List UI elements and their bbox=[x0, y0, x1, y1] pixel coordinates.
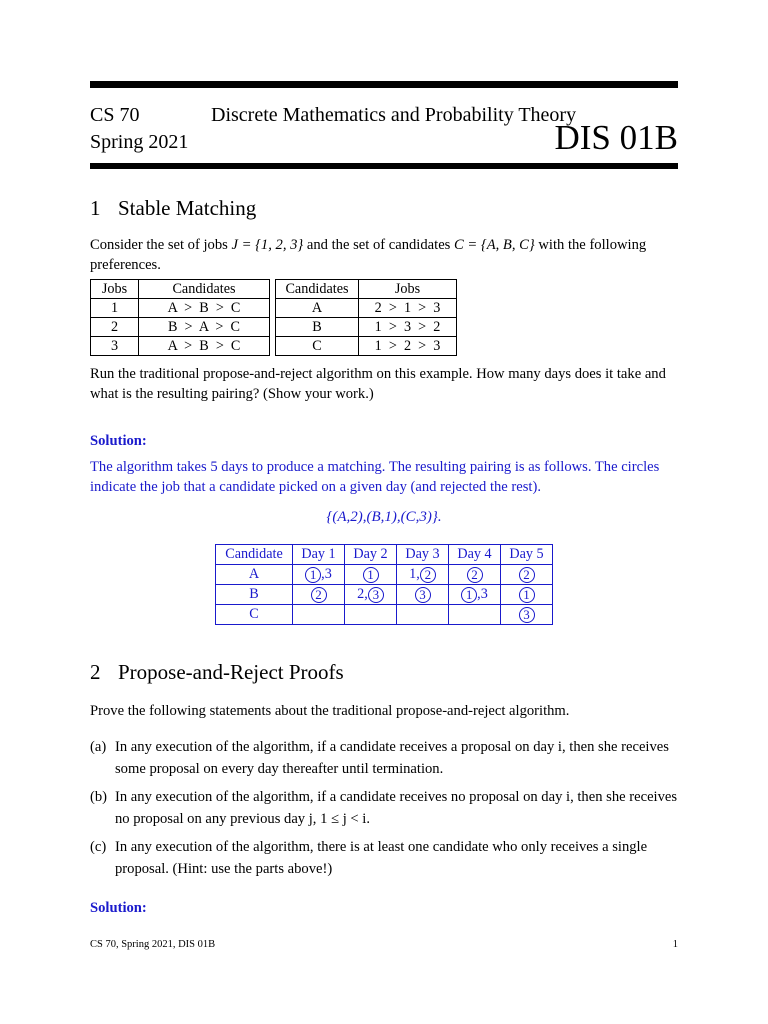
solution-table bbox=[215, 544, 553, 625]
item-text: In any execution of the algorithm, there is at least one candidate who only receives a single bbox=[115, 839, 648, 855]
solution-label: Solution: bbox=[90, 433, 147, 449]
day-cell bbox=[345, 605, 397, 625]
circled-job: 3 bbox=[368, 587, 384, 603]
solution-line: indicate the job that a candidate picked on a given day (and rejected the rest). bbox=[90, 479, 541, 495]
circled-job: 2 bbox=[519, 567, 535, 583]
table-row bbox=[216, 565, 553, 585]
solution-label: Solution: bbox=[90, 900, 147, 916]
day-cell bbox=[501, 605, 553, 625]
question-text: what is the resulting pairing? (Show your work.) bbox=[90, 386, 374, 402]
candidates-preference-table bbox=[275, 279, 457, 356]
day-cell bbox=[397, 605, 449, 625]
course-title: Discrete Mathematics and Probability Theory bbox=[211, 104, 577, 126]
table-header: Day 3 bbox=[397, 545, 449, 565]
day-cell bbox=[345, 585, 397, 605]
rejected-job: ,3 bbox=[477, 586, 488, 602]
table-header: Day 4 bbox=[449, 545, 501, 565]
table-header: Candidates bbox=[139, 280, 270, 299]
table-cell: C bbox=[276, 337, 359, 356]
item-text: In any execution of the algorithm, if a candidate receives no proposal on day i, then she receives bbox=[115, 789, 678, 805]
item-label: (b) bbox=[90, 789, 108, 805]
section-title: Stable Matching bbox=[118, 196, 257, 220]
intro-text: preferences. bbox=[90, 257, 161, 273]
table-header: Day 5 bbox=[501, 545, 553, 565]
page-number: 1 bbox=[672, 939, 678, 950]
intro-text: Consider the set of jobs bbox=[90, 237, 232, 253]
intro-text: with the following bbox=[534, 237, 647, 253]
header-bottom-rule bbox=[90, 163, 678, 169]
table-cell: 1 bbox=[91, 299, 139, 318]
discussion-id: DIS 01B bbox=[554, 118, 678, 157]
table-header: Day 2 bbox=[345, 545, 397, 565]
day-cell bbox=[501, 585, 553, 605]
candidate-name: C bbox=[216, 605, 293, 625]
circled-job: 2 bbox=[420, 567, 436, 583]
circled-job: 3 bbox=[519, 607, 535, 623]
day-cell bbox=[397, 585, 449, 605]
candidate-name: B bbox=[216, 585, 293, 605]
table-row bbox=[216, 585, 553, 605]
table-cell: 2 bbox=[91, 318, 139, 337]
solution-line: The algorithm takes 5 days to produce a matching. The resulting pairing is as follows. The circles bbox=[90, 459, 660, 475]
day-cell bbox=[293, 605, 345, 625]
section-number: 1 bbox=[90, 196, 101, 220]
item-label: (a) bbox=[90, 739, 107, 755]
jobs-set: J = {1, 2, 3} bbox=[231, 237, 304, 253]
jobs-preference-table bbox=[90, 279, 270, 356]
circled-job: 1 bbox=[461, 587, 477, 603]
solution-text bbox=[90, 457, 678, 497]
candidate-name: A bbox=[216, 565, 293, 585]
question-text: Run the traditional propose-and-reject algorithm on this example. How many days does it take and bbox=[90, 366, 666, 382]
course-code: CS 70 bbox=[90, 104, 140, 126]
table-cell: 3 bbox=[91, 337, 139, 356]
table-cell: B bbox=[276, 318, 359, 337]
section-1-heading bbox=[90, 196, 256, 221]
course-term: Spring 2021 bbox=[90, 131, 189, 153]
circled-job: 3 bbox=[415, 587, 431, 603]
circled-job: 1 bbox=[519, 587, 535, 603]
header-top-rule bbox=[90, 81, 678, 88]
table-cell: A bbox=[276, 299, 359, 318]
day-cell bbox=[293, 565, 345, 585]
item-text: proposal. (Hint: use the parts above!) bbox=[115, 861, 333, 877]
section-2-heading bbox=[90, 660, 344, 685]
day-cell bbox=[449, 605, 501, 625]
day-cell bbox=[501, 565, 553, 585]
table-cell: A > B > C bbox=[139, 299, 270, 318]
day-cell bbox=[449, 565, 501, 585]
footer-text: CS 70, Spring 2021, DIS 01B bbox=[90, 939, 216, 950]
circled-job: 1 bbox=[363, 567, 379, 583]
item-label: (c) bbox=[90, 839, 107, 855]
section-number: 2 bbox=[90, 660, 101, 684]
section-1-intro bbox=[90, 235, 678, 275]
item-text: no proposal on any previous day j, 1 ≤ j < i. bbox=[115, 811, 370, 827]
table-cell: 1 > 3 > 2 bbox=[359, 318, 457, 337]
table-header: Jobs bbox=[359, 280, 457, 299]
table-row bbox=[216, 605, 553, 625]
section-2-intro: Prove the following statements about the traditional propose-and-reject algorithm. bbox=[90, 703, 570, 719]
item-text: some proposal on every day thereafter until termination. bbox=[115, 761, 444, 777]
table-cell: 1 > 2 > 3 bbox=[359, 337, 457, 356]
day-cell bbox=[293, 585, 345, 605]
section-title: Propose-and-Reject Proofs bbox=[118, 660, 344, 684]
circled-job: 2 bbox=[311, 587, 327, 603]
day-cell bbox=[449, 585, 501, 605]
circled-job: 2 bbox=[467, 567, 483, 583]
resulting-pairing: {(A,2),(B,1),(C,3)}. bbox=[326, 509, 442, 525]
rejected-job: 2, bbox=[357, 586, 368, 602]
candidates-set: C = {A, B, C} bbox=[454, 237, 535, 253]
section-1-question bbox=[90, 364, 678, 404]
table-cell: 2 > 1 > 3 bbox=[359, 299, 457, 318]
table-cell: A > B > C bbox=[139, 337, 270, 356]
table-header: Day 1 bbox=[293, 545, 345, 565]
table-header: Candidate bbox=[216, 545, 293, 565]
circled-job: 1 bbox=[305, 567, 321, 583]
rejected-job: ,3 bbox=[321, 566, 332, 582]
table-header: Candidates bbox=[276, 280, 359, 299]
intro-text: and the set of candidates bbox=[303, 237, 454, 253]
table-header: Jobs bbox=[91, 280, 139, 299]
rejected-job: 1, bbox=[409, 566, 420, 582]
table-cell: B > A > C bbox=[139, 318, 270, 337]
item-text: In any execution of the algorithm, if a candidate receives a proposal on day i, then she receives bbox=[115, 739, 669, 755]
day-cell bbox=[397, 565, 449, 585]
day-cell bbox=[345, 565, 397, 585]
